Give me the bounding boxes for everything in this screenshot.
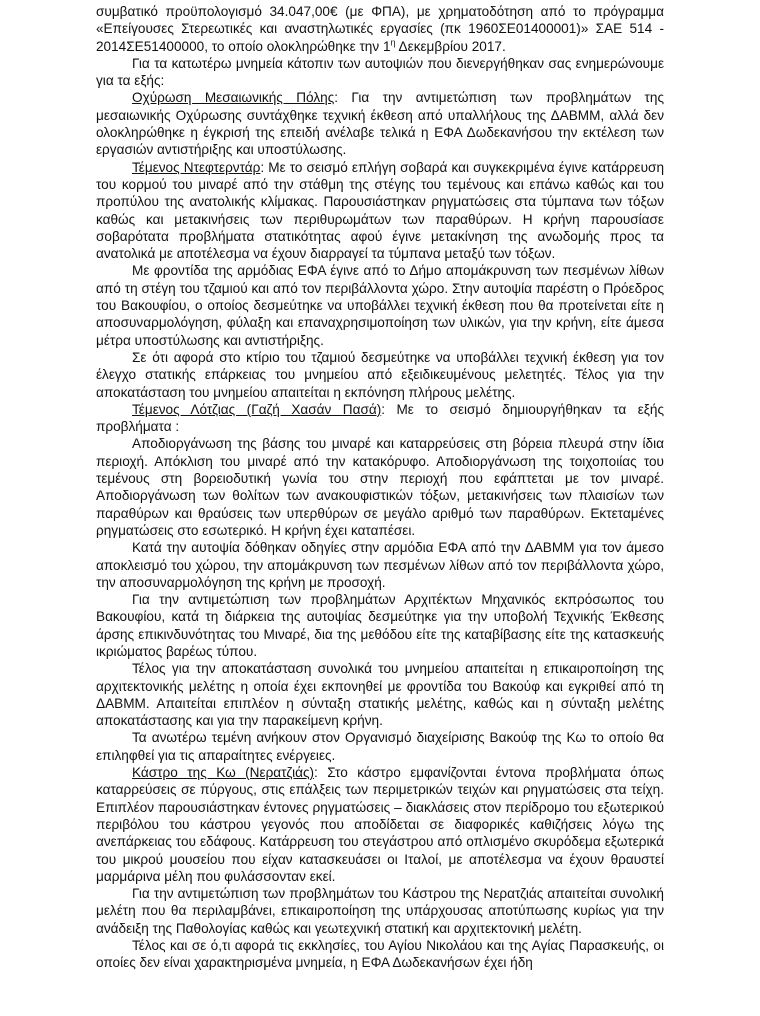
text-run: Δεκεμβρίου 2017. (395, 38, 506, 54)
text-run: : Με το σεισμό δημιουργήθηκαν τα εξής προβλήματα : (96, 401, 665, 435)
text-run: : Στο κάστρο εμφανίζονται έντονα προβλήματα όπως καταρρεύσεις σε πύργους, στις επάλξεις των περιμετρικών τειχών και ρηγματώσεις στα τείχη. Επιπλέον παρουσιάστηκαν έντονες ρηγματώσεις – διακλάσεις στον περίδρομο του εξωτερικού περιβόλου του κάστρου γεγονός που αποδίδεται σε διαφορικές καθιζήσεις λόγω της ανεπάρκειας του εδάφους. Κατάρρευση του στεγάστρου από οπλισμένο σκυρόδεμα εξωτερικά του μικρού μουσείου που είχαν κατασκευάσει οι Ιταλοί, με αποτέλεσμα να έχουν θραυστεί μαρμάρινα μέλη που φυλάσσονταν εκεί. (96, 765, 664, 884)
paragraph-p15 (96, 937, 664, 972)
paragraph-p12 (96, 729, 664, 764)
paragraph-p06 (96, 349, 664, 401)
paragraph-p14 (96, 885, 664, 937)
text-run: Τέλος και σε ό,τι αφορά τις εκκλησίες, του Αγίου Νικολάου και της Αγίας Παρασκευής, οι οποίες δεν είναι χαρακτηρισμένα μνημεία, η ΕΦΑ Δωδεκανήσων έχει ήδη (96, 938, 664, 971)
paragraph-p10 (96, 591, 664, 660)
text-run: Για την αντιμετώπιση των προβλημάτων του Κάστρου της Νερατζιάς απαιτείται συνολική μελέτη που θα περιλαμβάνει, επικαιροποίηση της υπάρχουσας αποτύπωσης κυρίως για την ανάδειξη της Παθολογίας καθώς και γεωτεχνική στατική και αρχιτεκτονική μελέτη. (96, 886, 664, 936)
paragraph-p13 (96, 764, 664, 885)
paragraph-p04 (96, 159, 664, 263)
text-run: : Με το σεισμό επλήγη σοβαρά και συγκεκριμένα έγινε κατάρρευση του κορμού του μιναρέ από την στάθμη της στέγης του τεμένους και επάνω καθώς και του προπύλου της ανατολικής κλίμακας. Παρουσιάστηκαν ρηγματώσεις στα τύμπανα των τόξων καθώς και μετακινήσεις των περιθυρωμάτων των παραθύρων. Η κρήνη παρουσίασε σοβαρότατα προβλήματα στατικότητας αφού έγινε μετακίνηση της ανωδομής προς τα ανατολικά με αποτέλεσμα να έχουν διαρραγεί τα τύμπανα μεταξύ των τόξων. (96, 159, 664, 262)
text-run: Τέλος για την αποκατάσταση συνολικά του μνημείου απαιτείται η επικαιροποίηση της αρχιτεκτονικής μελέτης η οποία έχει εκπονηθεί με φροντίδα του Βακούφ και εγκριθεί από τη ΔΑΒΜΜ. Απαιτείται επιπλέον η σύνταξη στατικής μελέτης, καθώς και η σύνταξη μελέτης αποκατάστασης και για την παρακείμενη κρήνη. (96, 661, 664, 729)
section-heading: Κάστρο της Κω (Νερατζιάς) (132, 765, 315, 781)
section-heading: Οχύρωση Μεσαιωνικής Πόλης (132, 90, 335, 106)
paragraph-p08 (96, 435, 664, 539)
paragraph-p03 (96, 89, 664, 158)
ordinal-superscript: η (390, 37, 396, 48)
paragraph-p05 (96, 262, 664, 348)
text-run: Κατά την αυτοψία δόθηκαν οδηγίες στην αρμόδια ΕΦΑ από την ΔΑΒΜΜ για τον άμεσο αποκλεισμό του χώρου, την απομάκρυνση των πεσμένων λίθων από τον περιβάλλοντα χώρο, την αποσυναρμολόγηση της κρήνη με προσοχή. (96, 540, 664, 590)
paragraph-p11 (96, 660, 664, 729)
text-run: συμβατικό προϋπολογισμό 34.047,00€ (με ΦΠΑ), με χρηματοδότηση από το πρόγραμμα «Επείγουσες Στερεωτικές και αναστηλωτικές εργασίες (πκ 1960ΣΕ01400001)» ΣΑΕ 514 - 2014ΣΕ51400000, το οποίο ολοκληρώθηκε την 1 (96, 4, 664, 54)
section-heading: Τέμενος Ντεφτερντάρ (132, 159, 261, 175)
paragraph-p02 (96, 55, 664, 90)
paragraph-p07 (96, 401, 664, 436)
paragraph-p09 (96, 539, 664, 591)
text-run: Για την αντιμετώπιση των προβλημάτων Αρχιτέκτων Μηχανικός εκπρόσωπος του Βακουφίου, κατά τη διάρκεια της αυτοψίας δεσμεύτηκε για την υποβολή Τεχνικής Έκθεσης άρσης επικινδυνότητας του Μιναρέ, δια της μεθόδου είτε της καταβίβασης είτε της κατασκευής ικριώματος βαρέως τύπου. (96, 592, 664, 659)
paragraph-p01 (96, 3, 664, 55)
text-run: : Για την αντιμετώπιση των προβλημάτων της μεσαιωνικής Οχύρωσης συντάχθηκε τεχνική έκθεση από υπαλλήλους της ΔΑΒΜΜ, αλλά δεν ολοκληρώθηκε η έγκρισή της επειδή ανέλαβε τελικά η ΕΦΑ Δωδεκανήσου την εκτέλεση των εργασιών αντιστήριξης και υποστύλωσης. (96, 90, 664, 158)
text-run: Αποδιοργάνωση της βάσης του μιναρέ και καταρρεύσεις στη βόρεια πλευρά στην ίδια περιοχή. Απόκλιση του μιναρέ από την κατακόρυφο. Αποδιοργάνωση της τοιχοποιίας του τεμένους στη βορειοδυτική γωνία του στην περιοχή που εφάπτεται με τον μιναρέ. Αποδιοργάνωση των θολίτων των ανακουφιστικών τόξων, μετακινήσεις των πλαισίων των παραθύρων και θραύσεις των υπερθύρων σε μεγάλο αριθμό των παραθύρων. Εκτεταμένες ρηγματώσεις στο εσωτερικό. Η κρήνη έχει καταπέσει. (96, 436, 664, 538)
text-run: Τα ανωτέρω τεμένη ανήκουν στον Οργανισμό διαχείρισης Βακούφ της Κω το οποίο θα επιληφθεί για τις απαραίτητες ενέργειες. (96, 730, 664, 763)
text-run: Με φροντίδα της αρμόδιας ΕΦΑ έγινε από το Δήμο απομάκρυνση των πεσμένων λίθων από τη στέγη του τζαμιού και από τον περιβάλλοντα χώρο. Στην αυτοψία παρέστη ο Πρόεδρος του Βακουφίου, ο οποίος δεσμεύτηκε να υποβάλλει τεχνική έκθεση που θα προτείνεται είτε η αποσυναρμολόγηση, φύλαξη και επαναχρησιμοποίηση των υλικών, για την κρήνη, είτε άμεσα μέτρα υποστύλωσης και αντιστήριξης. (96, 263, 664, 348)
text-run: Σε ότι αφορά στο κτίριο του τζαμιού δεσμεύτηκε να υποβάλλει τεχνική έκθεση για τον έλεγχο στατικής επάρκειας του μνημείου από εξειδικευμένους μελετητές. Τέλος για την αποκατάσταση του μνημείου απαιτείται η εκπόνηση πλήρους μελέτης. (96, 349, 664, 400)
text-run: Για τα κατωτέρω μνημεία κάτοπιν των αυτοψιών που διενεργήθηκαν σας ενημερώνουμε για τα εξής: (96, 55, 664, 89)
section-heading: Τέμενος Λότζιας (Γαζή Χασάν Πασά) (132, 401, 382, 417)
